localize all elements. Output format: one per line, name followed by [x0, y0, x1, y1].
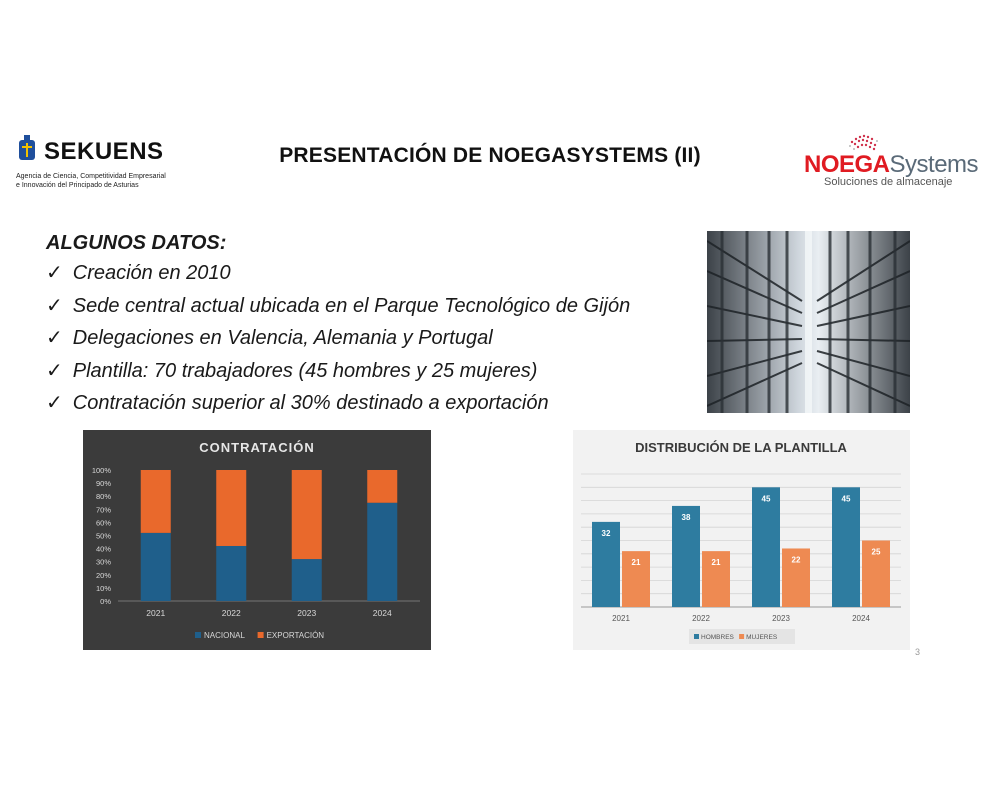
bar-exportación-2024	[367, 470, 397, 503]
sekuens-name: SEKUENS	[44, 138, 164, 165]
bar-exportación-2021	[141, 470, 171, 533]
y-tick-label: 70%	[95, 505, 111, 515]
legend-swatch-hombres	[694, 634, 699, 639]
legend-label: NACIONAL	[204, 631, 245, 640]
data-label: 45	[761, 494, 771, 504]
bar-exportación-2023	[292, 470, 322, 559]
noega-tagline: Soluciones de almacenaje	[824, 176, 953, 188]
page-number: 3	[915, 647, 921, 657]
bar-nacional-2021	[141, 533, 171, 601]
legend-swatch-nacional	[195, 632, 201, 638]
contratacion-chart-svg	[83, 430, 431, 650]
data-label: 21	[711, 558, 721, 568]
legend-swatch-mujeres	[739, 634, 744, 639]
plantilla-chart-svg	[573, 430, 910, 650]
key-facts-list	[46, 257, 630, 420]
list-item: ✓ Plantilla: 70 trabajadores (45 hombres y 25 mujeres)	[46, 359, 538, 382]
y-tick-label: 0%	[100, 597, 111, 606]
bar-nacional-2022	[216, 546, 246, 601]
bar-hombres-2023	[752, 487, 780, 607]
key-facts	[46, 232, 630, 420]
x-tick-label: 2022	[692, 614, 710, 623]
y-tick-label: 90%	[95, 479, 111, 489]
asturias-seal-icon	[16, 134, 38, 164]
bar-exportación-2022	[216, 470, 246, 546]
x-tick-label: 2023	[772, 614, 790, 623]
bar-hombres-2024	[832, 487, 860, 607]
x-tick-label: 2021	[612, 614, 630, 623]
sekuens-logo	[14, 132, 189, 194]
list-item: ✓ Creación en 2010	[46, 262, 231, 284]
chart-title: DISTRIBUCIÓN DE LA PLANTILLA	[635, 440, 847, 455]
legend-swatch-exportación	[258, 632, 264, 638]
data-label: 38	[681, 512, 691, 522]
y-tick-label: 20%	[95, 570, 111, 580]
data-label: 22	[791, 555, 801, 565]
chart-title: CONTRATACIÓN	[199, 440, 315, 455]
check-icon: ✓	[46, 294, 63, 317]
data-label: 25	[871, 547, 881, 557]
y-tick-label: 60%	[95, 518, 111, 528]
list-item: ✓ Contratación superior al 30% destinado a exportación	[46, 392, 549, 414]
legend-label: HOMBRES	[701, 634, 734, 641]
key-facts-heading: ALGUNOS DATOS:	[46, 232, 227, 254]
warehouse-photo	[707, 231, 910, 413]
y-tick-label: 100%	[91, 466, 111, 475]
plantilla-chart	[573, 430, 910, 650]
bar-nacional-2024	[367, 503, 397, 601]
data-label: 32	[601, 528, 611, 538]
y-tick-label: 40%	[95, 544, 111, 554]
y-tick-label: 30%	[95, 557, 111, 567]
check-icon: ✓	[46, 327, 63, 349]
noegasystems-logo	[802, 132, 979, 194]
y-tick-label: 50%	[95, 531, 111, 541]
legend-label: EXPORTACIÓN	[266, 631, 325, 640]
x-tick-label: 2024	[852, 614, 870, 623]
x-tick-label: 2023	[297, 608, 317, 618]
list-item: ✓ Sede central actual ubicada en el Parque Tecnológico de Gijón	[46, 294, 631, 317]
y-tick-label: 10%	[95, 583, 111, 593]
check-icon: ✓	[46, 392, 63, 414]
page-title: PRESENTACIÓN DE NOEGASYSTEMS (II)	[279, 144, 701, 167]
noega-wordmark: NOEGASystems	[804, 151, 979, 178]
x-tick-label: 2024	[372, 608, 392, 618]
legend-label: MUJERES	[746, 634, 778, 641]
data-label: 21	[631, 558, 641, 568]
x-tick-label: 2021	[146, 608, 166, 618]
list-item: ✓ Delegaciones en Valencia, Alemania y Portugal	[46, 327, 493, 349]
check-icon: ✓	[46, 262, 63, 284]
y-tick-label: 80%	[95, 492, 111, 502]
bar-nacional-2023	[292, 559, 322, 601]
sekuens-subtitle: Agencia de Ciencia, Competitividad Empresarial e Innovación del Principado de Asturias	[16, 173, 166, 189]
x-tick-label: 2022	[221, 608, 241, 618]
data-label: 45	[841, 494, 851, 504]
contratacion-chart	[83, 430, 431, 650]
check-icon: ✓	[46, 359, 63, 382]
